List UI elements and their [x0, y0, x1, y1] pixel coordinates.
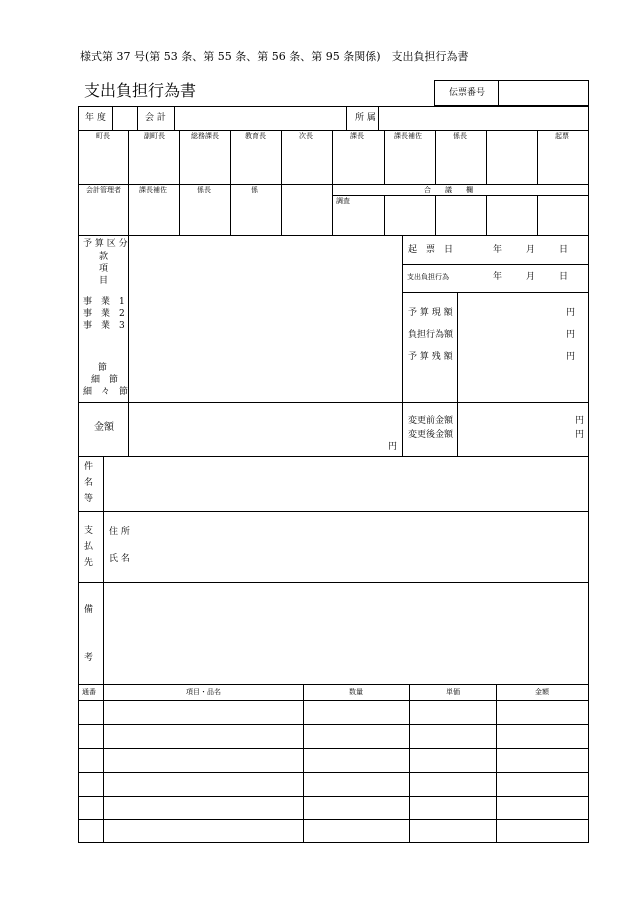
form-title: 支出負担行為書: [84, 81, 197, 100]
fiscal-year-field[interactable]: [114, 108, 135, 128]
payee-bottom-line: [78, 582, 589, 583]
approval1-div-8: [486, 130, 487, 184]
amount-yen: 円: [388, 442, 398, 452]
budget-kan-label: 款: [99, 252, 109, 262]
approval2-div-6: [384, 195, 385, 235]
approval2-div-3: [230, 184, 231, 235]
subject-label-2: 名: [84, 478, 94, 488]
date-row-line-2: [402, 292, 589, 293]
approval1-div-6: [384, 130, 385, 184]
payee-label-1: 支: [84, 526, 94, 536]
commitment-date-month-unit: 月: [526, 272, 536, 282]
remarks-label-1: 備: [84, 605, 94, 615]
draft-date-label: 起 票 日: [408, 245, 454, 255]
subject-label-1: 件: [84, 462, 94, 472]
approval1-div-5: [332, 130, 333, 184]
budget-classification-field[interactable]: [130, 237, 400, 400]
slip-number-field[interactable]: [500, 82, 586, 104]
approval1-div-4: [281, 130, 282, 184]
approval-education-label: 教育長: [245, 132, 266, 140]
approval2-div-7: [435, 195, 436, 235]
council-column-label: 合 議 欄: [424, 186, 473, 194]
items-row-line-1: [78, 724, 589, 725]
approval2-div-4: [281, 184, 282, 235]
payee-divider: [103, 511, 104, 582]
amount-field[interactable]: [130, 404, 385, 454]
payee-name-label: 氏 名: [109, 554, 130, 564]
row1-divider-4: [346, 106, 347, 130]
slip-number-divider: [498, 80, 499, 106]
items-col-div-3: [409, 684, 410, 843]
items-header-unit-price: 単価: [446, 688, 460, 696]
date-row-line-1: [402, 264, 589, 265]
approval1-div-9: [537, 130, 538, 184]
council-header-line: [332, 195, 589, 196]
form-header-text: 様式第 37 号(第 53 条、第 55 条、第 56 条、第 95 条関係) 支出負担行為書: [80, 50, 469, 63]
draft-date-year-unit: 年: [493, 245, 503, 255]
saisetsu-label: 細 節: [91, 375, 119, 385]
budget-kou-label: 項: [99, 264, 109, 274]
account-field[interactable]: [176, 108, 344, 128]
before-change-yen: 円: [575, 416, 585, 426]
commitment-date-day-unit: 日: [559, 272, 569, 282]
remaining-budget-yen: 円: [566, 352, 576, 362]
approval2-div-9: [537, 195, 538, 235]
approval-assistant-chief-label: 課長補佐: [394, 132, 422, 140]
row1-divider-3: [174, 106, 175, 130]
items-header-item-name: 項目・品名: [186, 688, 221, 696]
draft-date-month-unit: 月: [526, 245, 536, 255]
items-header-amount: 金額: [535, 688, 549, 696]
commitment-amount-label: 負担行為額: [408, 330, 454, 340]
budget-moku-label: 目: [99, 276, 109, 286]
budget-category-label: 予 算 区 分: [83, 239, 128, 249]
before-change-label: 変更前金額: [408, 416, 454, 426]
approval2-div-5: [332, 184, 333, 235]
commitment-amount-yen: 円: [566, 330, 576, 340]
subject-field[interactable]: [105, 458, 587, 509]
project2-label: 事 業 2: [83, 309, 125, 319]
approval-deputy-mayor-label: 副町長: [144, 132, 165, 140]
remaining-budget-label: 予 算 残 額: [408, 352, 453, 362]
items-col-div-1: [103, 684, 104, 843]
remarks-bottom-line: [78, 684, 589, 685]
payee-label-3: 先: [84, 558, 94, 568]
remarks-field[interactable]: [105, 584, 587, 682]
commitment-date-label: 支出負担行為: [407, 273, 449, 281]
department-label: 所 属: [355, 113, 376, 123]
approval-section-chief-label: 課長: [350, 132, 364, 140]
items-col-div-2: [303, 684, 304, 843]
amounts-divider: [457, 292, 458, 402]
survey-label: 調査: [336, 197, 350, 205]
approval-deputy-director-label: 次長: [299, 132, 313, 140]
remarks-divider: [103, 582, 104, 684]
department-field[interactable]: [380, 108, 586, 128]
approval-row1-bottom: [78, 184, 589, 185]
slip-number-label: 伝票番号: [449, 88, 486, 98]
items-row-line-2: [78, 748, 589, 749]
approval1-div-7: [435, 130, 436, 184]
amount-bottom-line: [78, 456, 589, 457]
approval2-assistant-chief-label: 課長補佐: [139, 186, 167, 194]
project1-label: 事 業 1: [83, 297, 125, 307]
payee-name-field[interactable]: [140, 549, 580, 569]
setsu-label: 節: [98, 363, 108, 373]
approval2-div-8: [486, 195, 487, 235]
after-change-label: 変更後金額: [408, 430, 454, 440]
payee-address-field[interactable]: [140, 522, 580, 542]
approval2-staff-label: 係: [251, 186, 258, 194]
subject-divider: [103, 456, 104, 511]
draft-date-day-unit: 日: [559, 245, 569, 255]
approval-mayor-label: 町長: [96, 132, 110, 140]
items-row-line-5: [78, 819, 589, 820]
remarks-label-2: 考: [84, 653, 94, 663]
approval1-div-2: [179, 130, 180, 184]
budget-bottom-line: [78, 402, 589, 403]
saisaisetsu-label: 細 々 節: [83, 387, 129, 397]
row1-divider-1: [112, 106, 113, 130]
approval-drafter-label: 起票: [555, 132, 569, 140]
subject-bottom-line: [78, 511, 589, 512]
row1-divider-5: [378, 106, 379, 130]
amount-right-divider: [457, 402, 458, 456]
approval1-div-3: [230, 130, 231, 184]
payee-label-2: 払: [84, 542, 94, 552]
amount-label: 金額: [94, 422, 114, 433]
fiscal-year-label: 年 度: [85, 113, 106, 123]
items-header-number: 通番: [82, 688, 96, 696]
project3-label: 事 業 3: [83, 321, 125, 331]
current-budget-label: 予 算 現 額: [408, 308, 453, 318]
items-col-div-4: [496, 684, 497, 843]
subject-label-3: 等: [84, 494, 94, 504]
items-header-quantity: 数量: [349, 688, 363, 696]
approval2-subsection-chief-label: 係長: [197, 186, 211, 194]
commitment-date-year-unit: 年: [493, 272, 503, 282]
budget-left-divider: [128, 235, 129, 402]
approval-row2-bottom: [78, 235, 589, 236]
row1-divider-2: [137, 106, 138, 130]
approval-accounting-manager-label: 会計管理者: [86, 186, 121, 194]
approval-general-affairs-label: 総務課長: [191, 132, 219, 140]
amount-left-divider: [128, 402, 129, 456]
budget-right-divider: [402, 235, 403, 456]
current-budget-yen: 円: [566, 308, 576, 318]
approval2-div-1: [128, 184, 129, 235]
after-change-yen: 円: [575, 430, 585, 440]
account-label: 会 計: [145, 113, 166, 123]
approval1-div-1: [128, 130, 129, 184]
payee-address-label: 住 所: [109, 527, 130, 537]
approval2-div-2: [179, 184, 180, 235]
items-header-line: [78, 700, 589, 701]
items-row-line-4: [78, 796, 589, 797]
items-row-line-3: [78, 772, 589, 773]
approval-subsection-chief-label: 係長: [453, 132, 467, 140]
row1-bottom-line: [78, 130, 589, 131]
